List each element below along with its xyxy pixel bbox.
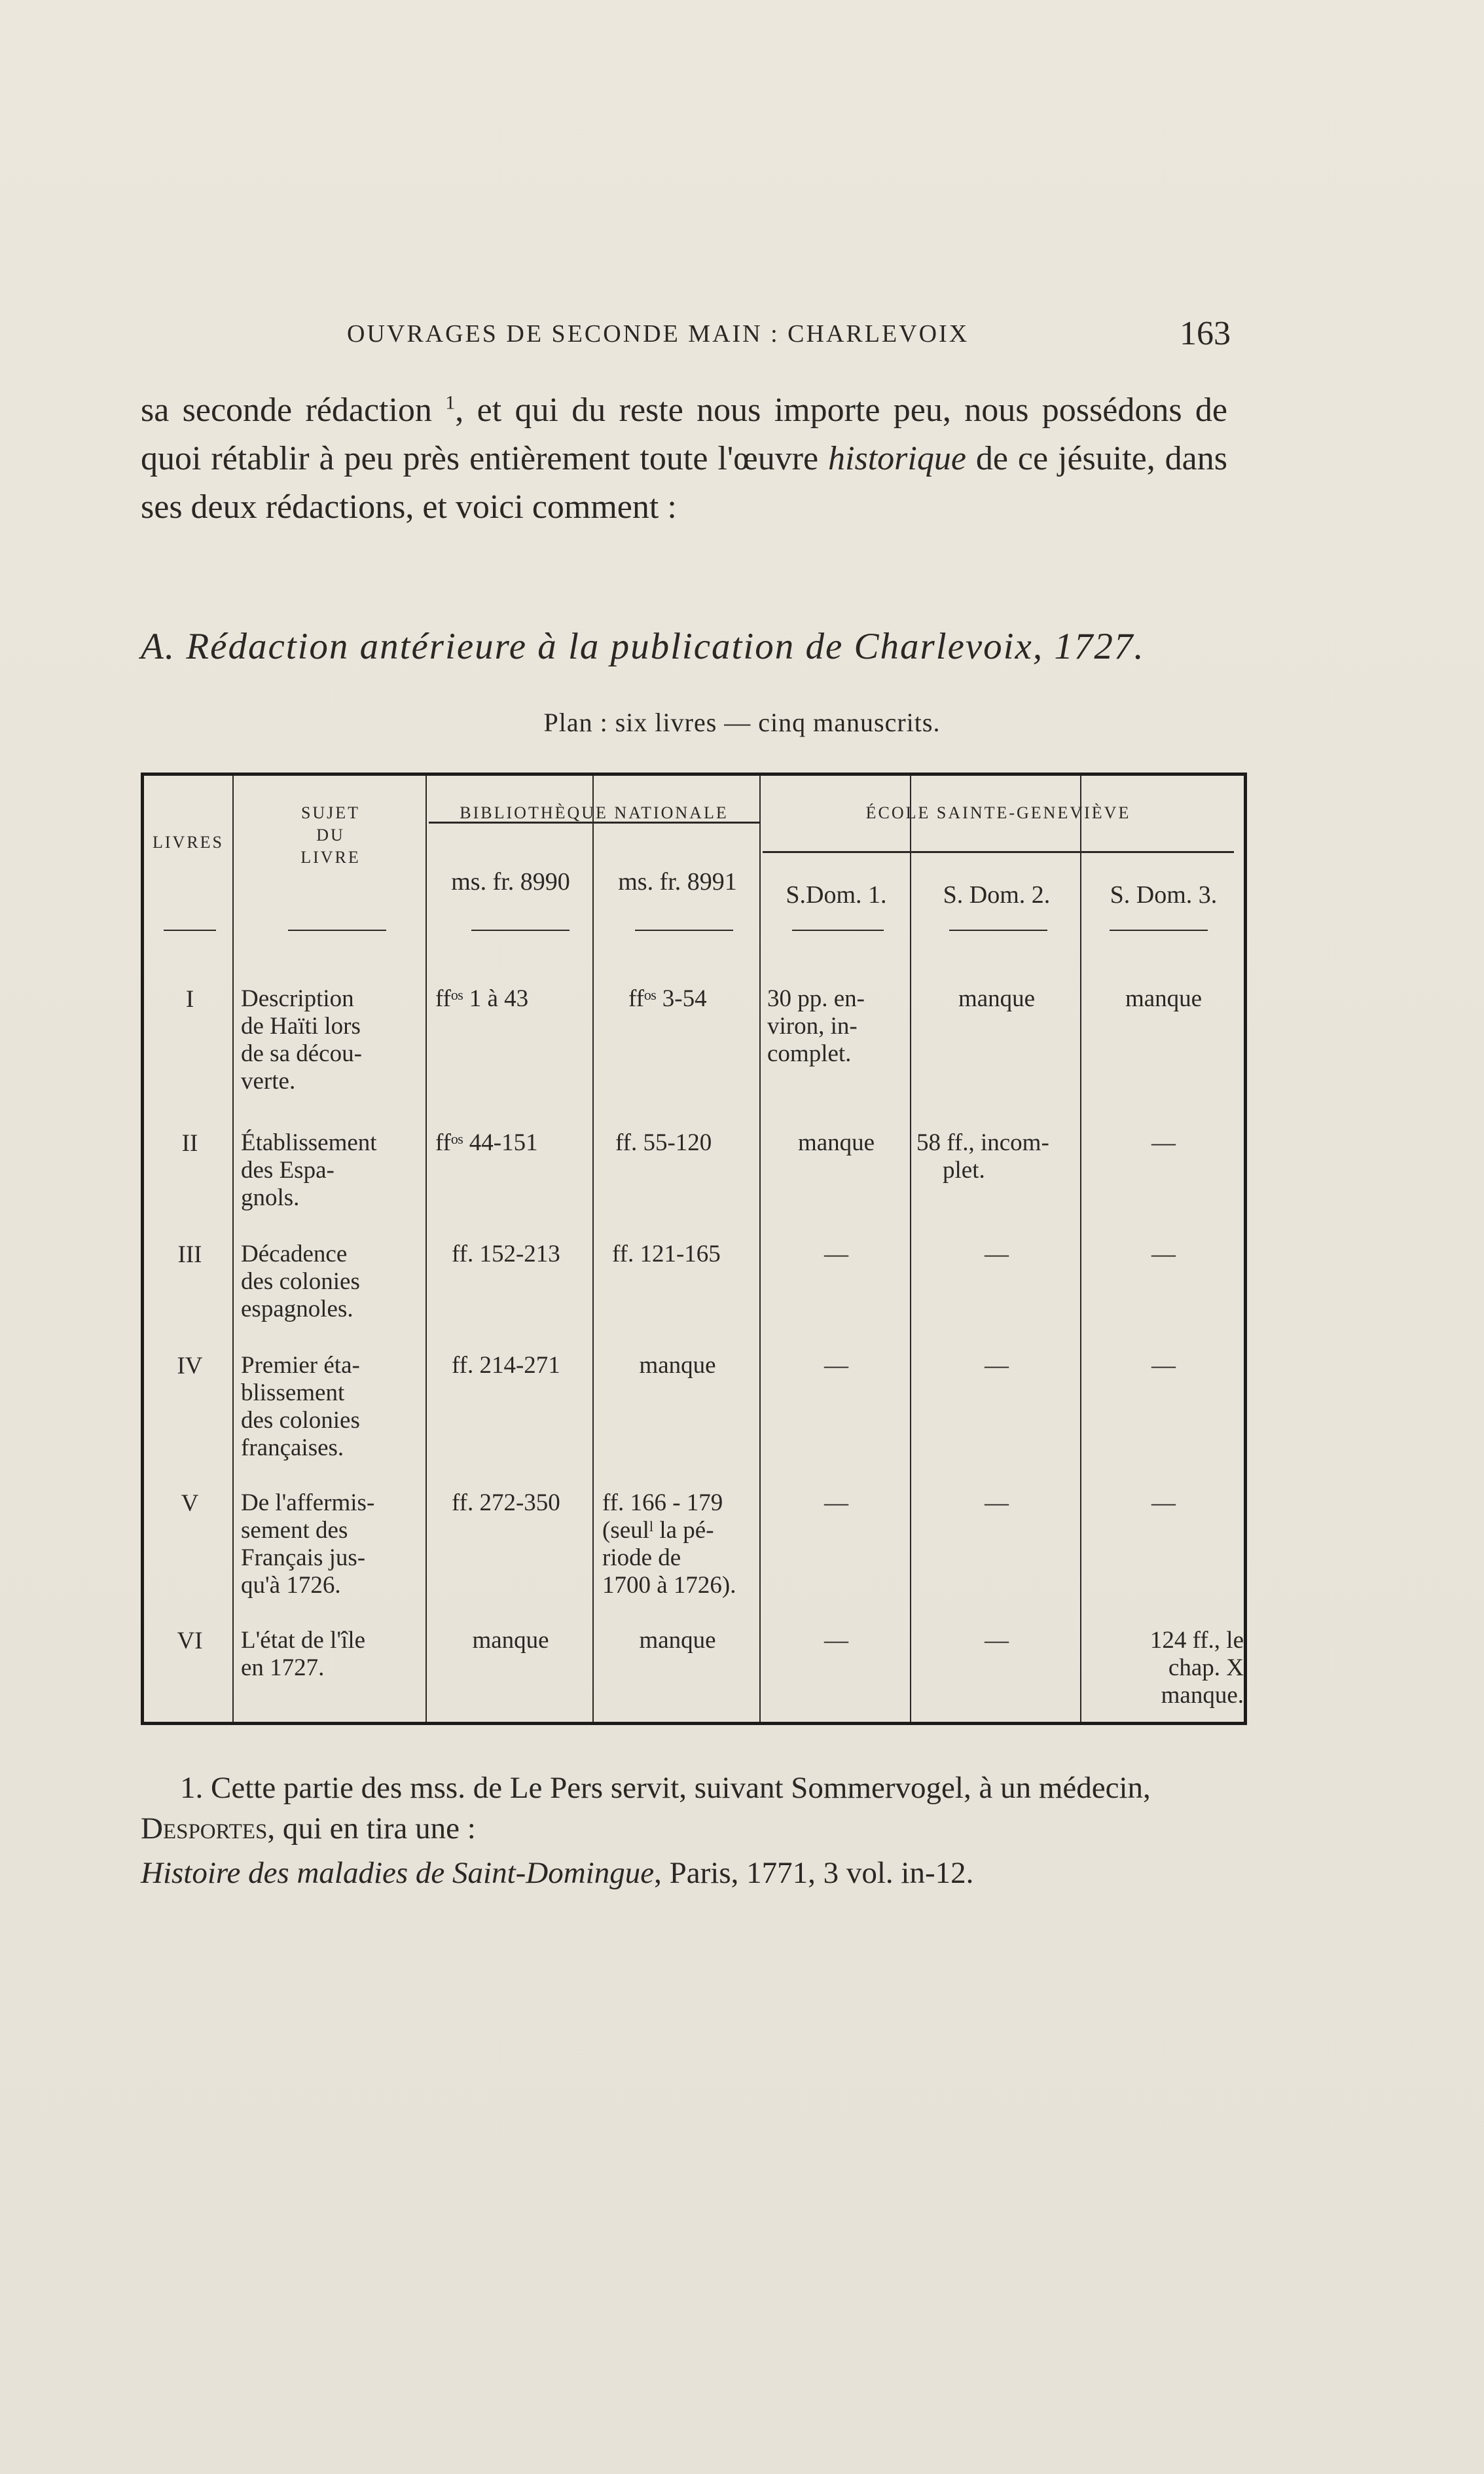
row-num: VI <box>177 1628 203 1654</box>
row-fr8990: ffᵒˢ 44-151 <box>435 1129 538 1156</box>
row-dom1: manque <box>797 1129 875 1156</box>
plan-line: Plan : six livres — cinq manuscrits. <box>543 708 941 737</box>
section-title: Rédaction antérieure à la publication de <box>186 626 844 667</box>
col-divider <box>910 776 911 1722</box>
body-text-3: de ce jésuite, dans ses deux rédactions, et voici comment : <box>141 440 1227 526</box>
subheader-dom1: S.Dom. 1. <box>786 881 887 909</box>
section-name: Charlevoix <box>854 626 1033 667</box>
row-dom1: — <box>824 1352 848 1379</box>
section-year: , 1727. <box>1032 626 1145 667</box>
section-heading <box>141 625 1234 668</box>
row-fr8990: ff. 214-271 <box>452 1352 560 1379</box>
col-divider <box>425 776 427 1722</box>
row-num: I <box>185 986 194 1013</box>
row-sujet: L'état de l'île en 1727. <box>241 1627 366 1681</box>
page-header <box>347 314 1231 354</box>
row-fr8990: ff. 272-350 <box>452 1489 560 1516</box>
row-dom2: — <box>985 1489 1009 1516</box>
header-bn: BIBLIOTHÈQUE NATIONALE <box>460 803 729 822</box>
footnote-text: 1. Cette partie des mss. de Le Pers servit, suivant Sommervogel, à un médecin, <box>180 1771 1151 1805</box>
footnote-pub: , Paris, 1771, 3 vol. in-12. <box>654 1856 974 1890</box>
col-divider <box>592 776 594 1722</box>
header-sep <box>1110 930 1208 931</box>
row-sujet: Décadence des colonies espagnoles. <box>241 1241 360 1322</box>
row-dom2: manque <box>958 985 1036 1012</box>
row-dom1: — <box>824 1241 848 1267</box>
row-fr8991: manque <box>639 1627 716 1654</box>
col-divider <box>232 776 234 1722</box>
body-text-1: sa seconde rédaction <box>141 391 432 429</box>
header-sujet: SUJET DU LIVRE <box>300 803 361 867</box>
row-dom3: manque <box>1125 985 1203 1012</box>
row-sujet: Établissement des Espa- gnols. <box>241 1129 377 1211</box>
row-sujet: De l'affermis- sement des Français jus- qu'à 1726. <box>241 1489 375 1599</box>
row-dom1: 30 pp. en- viron, in- complet. <box>767 985 865 1067</box>
row-sujet: Description de Haïti lors de sa décou- verte. <box>241 985 362 1095</box>
row-dom2: 58 ff., incom- plet. <box>916 1129 1049 1184</box>
body-italic: historique <box>828 440 966 477</box>
row-dom3: 124 ff., le chap. X manque. <box>1149 1627 1244 1709</box>
col-divider <box>759 776 761 1722</box>
col-divider <box>1080 776 1081 1722</box>
row-dom3: — <box>1151 1489 1176 1516</box>
header-sg: ÉCOLE SAINTE-GENEVIÈVE <box>865 803 1131 822</box>
row-sujet: Premier éta- blissement des colonies françaises. <box>241 1352 360 1461</box>
row-fr8991: ffᵒˢ 3-54 <box>628 985 707 1012</box>
header-sep <box>949 930 1047 931</box>
header-sep <box>635 930 733 931</box>
row-num: IV <box>177 1353 203 1379</box>
row-num: III <box>177 1241 202 1268</box>
row-fr8991: manque <box>639 1352 716 1379</box>
row-fr8990: manque <box>472 1627 549 1654</box>
header-livres: LIVRES <box>153 833 224 852</box>
footnote-ref: 1 <box>445 391 456 414</box>
manuscripts-table <box>141 773 1247 1725</box>
row-dom3: — <box>1151 1129 1176 1156</box>
section-letter: A. <box>141 626 176 667</box>
footnote <box>141 1768 1240 1893</box>
body-text-2: , et qui du reste nous importe peu, nous possédons de quoi rétablir à peu près entièrement toute l'œuvre <box>141 391 1228 477</box>
row-num: V <box>181 1490 199 1517</box>
row-dom3: — <box>1151 1241 1176 1267</box>
subheader-fr8991: ms. fr. 8991 <box>618 868 737 896</box>
row-dom3: — <box>1151 1352 1176 1379</box>
footnote-title: Histoire des maladies de Saint-Domingue <box>141 1856 655 1890</box>
row-fr8990: ffᵒˢ 1 à 43 <box>435 985 529 1012</box>
header-sep <box>792 930 884 931</box>
running-title: OUVRAGES DE SECONDE MAIN : CHARLEVOIX <box>347 320 969 348</box>
row-dom1: — <box>824 1489 848 1516</box>
subheader-dom3: S. Dom. 3. <box>1110 881 1218 909</box>
body-paragraph <box>141 386 1227 532</box>
footnote-text-b: , qui en tira une : <box>267 1811 476 1846</box>
row-dom2: — <box>985 1352 1009 1379</box>
header-sep <box>471 930 570 931</box>
row-num: II <box>181 1130 198 1157</box>
footnote-author: Desportes <box>141 1811 268 1846</box>
row-dom1: — <box>824 1627 848 1654</box>
row-fr8991: ff. 166 - 179 (seulˡ la pé- riode de 1700 à 1726). <box>602 1489 736 1599</box>
page-number: 163 <box>1180 315 1231 352</box>
header-sep <box>288 930 386 931</box>
row-fr8990: ff. 152-213 <box>452 1241 560 1267</box>
row-dom2: — <box>985 1627 1009 1654</box>
subheader-dom2: S. Dom. 2. <box>943 881 1051 909</box>
row-fr8991: ff. 121-165 <box>612 1241 721 1267</box>
row-fr8991: ff. 55-120 <box>615 1129 712 1156</box>
header-sep <box>164 930 216 931</box>
sg-header-rule <box>763 851 1234 853</box>
row-dom2: — <box>985 1241 1009 1267</box>
subheader-fr8990: ms. fr. 8990 <box>451 868 570 896</box>
